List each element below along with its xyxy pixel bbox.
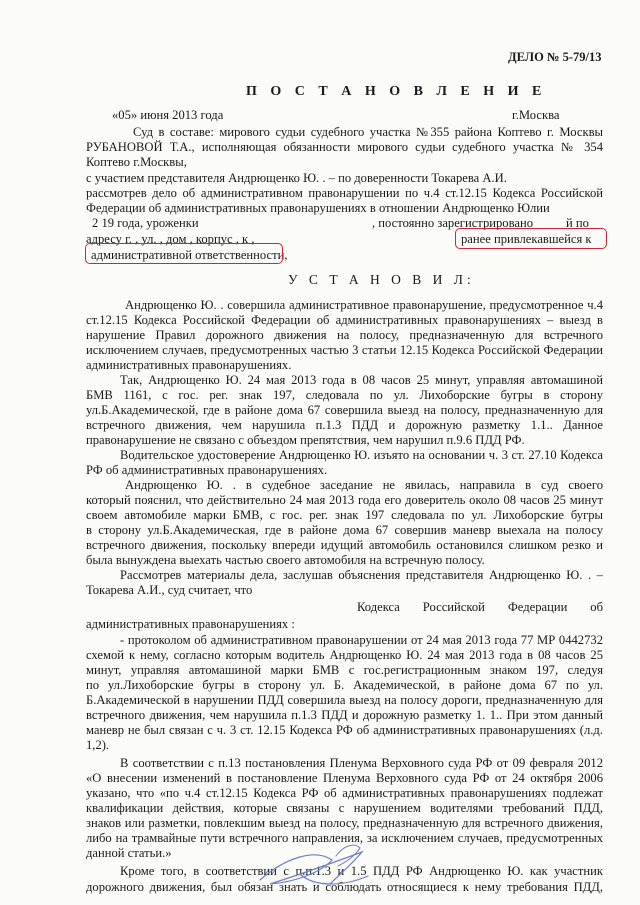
text-line: встречного движения, поскольку впереди идущий автомобиль остановился слишком резко и <box>86 538 603 552</box>
text-line: своем автомобиле марки БМВ, с гос. рег. знак 197 следовала по ул. Лихоборские бугры <box>86 508 603 522</box>
text-line: указано, что «по ч.4 ст.12.15 Кодекса РФ об административных правонарушениях подлежат <box>86 786 603 800</box>
text-line: Б.Академической в нарушении ПДД совершила выезд на полосу дороги, предназначенную для <box>86 693 603 707</box>
text-line: квалификации действия, которые связаны с нарушением водителями требований ПДД, <box>86 801 603 815</box>
text-line: В соответствии с п.13 постановления Пленума Верховного суда РФ от 09 февраля 2012 <box>120 756 603 770</box>
text-line: Водительское удостоверение Андрющенко Ю. изъято на основании ч. 3 ст. 27.10 Кодекса <box>120 448 603 462</box>
text-line: нарушение Правил дорожного движения на полосу, предназначенную для встречного <box>86 328 603 342</box>
text-line: маневр не был связан с ч. 3 ст. 12.15 Кодекса РФ об административных правонарушениях (л.д. <box>86 723 603 737</box>
text-line: «О внесении изменений в постановление Пленума Верховного суда РФ от 24 октября 2006 <box>86 771 603 785</box>
highlight-box-administrative-liability <box>85 243 283 264</box>
text-line: БМВ 1161, с гос. рег. знак 197, следовала по ул. Лихоборские бугры в сторону <box>86 388 603 402</box>
text-line: встречного движения, чем нарушила п.1.3 ПДД и дорожную разметку 1.1.. Данное <box>86 418 603 432</box>
text-line: Федерации об административных правонарушениях в отношении Андрющенко Юлии <box>86 201 550 215</box>
text-line: Рассмотрев материалы дела, заслушав объяснения представителя Андрющенко Ю. . – <box>120 568 603 582</box>
text-line: , постоянно зарегистрировано <box>372 216 533 230</box>
text-line: встречного движения, чем нарушила п.1.3 ПДД и дорожную разметку 1. 1.. При этом данный <box>86 708 603 722</box>
text-line: 2 19 года, уроженки <box>92 216 199 230</box>
document-title: П О С Т А Н О В Л Е Н И Е <box>246 84 547 99</box>
text-line: по ул.Лихоборские бугры в сторону ул. Б. Академической, в районе дома 67 по ул. <box>86 678 603 692</box>
text-line: Кроме того, в соответствии с п.п.1.3 и 1.5 ПДД РФ Андрющенко Ю. как участник <box>120 864 603 878</box>
text-line: с участием представителя Андрющенко Ю. . – по доверенности Токарева А.И. <box>86 171 507 185</box>
text-line: РФ об административных правонарушениях. <box>86 463 328 477</box>
text-line: рассмотрев дело об административном правонарушении по ч.4 ст.12.15 Кодекса Российской <box>86 186 603 200</box>
text-line: административных правонарушениях. <box>86 358 292 372</box>
text-line: РУБАНОВОЙ Т.А., исполняющая обязанности мирового судьи судебного участка № 354 <box>86 140 603 154</box>
text-line: административной ответственности, <box>91 248 288 262</box>
text-line: правонарушение не связано с объездом препятствия, чем нарушил п.9.6 ПДД РФ. <box>86 433 525 447</box>
text-line: дорожного движения, был обязан знать и соблюдать относящиеся к нему требования ПДД, <box>86 880 603 894</box>
highlight-box-previously-prosecuted <box>455 228 607 249</box>
text-line: исключением случаев, предусмотренных частью 3 статьи 12.15 Кодекса Российской Федерации <box>86 343 603 357</box>
text-line: Кодекса Российской Федерации об <box>357 600 603 614</box>
text-line: Коптево г.Москвы, <box>86 155 187 169</box>
text-line: данной статьи.» <box>86 846 172 860</box>
case-number: ДЕЛО № 5-79/13 <box>508 50 602 64</box>
text-line: ранее привлекавшейся к <box>461 232 592 246</box>
text-line: административных правонарушениях : <box>86 617 295 631</box>
text-line: ст.12.15 Кодекса Российской Федерации об административных правонарушениях – выезд в <box>86 313 603 327</box>
text-line: Так, Андрющенко Ю. 24 мая 2013 года в 08 часов 25 минут, управляя автомашиной <box>120 373 603 387</box>
document-city: г.Москва <box>512 108 560 122</box>
text-line: Андрющенко Ю. . совершила административное правонарушение, предусмотренное ч.4 <box>125 298 603 312</box>
text-line: знаков или разметки, повлекшим выезд на полосу, предназначенную для встречного движения, <box>86 816 603 830</box>
document-date: «05» июня 2013 года <box>112 108 224 122</box>
text-line: либо на трамвайные пути встречного направления, за исключением случаев, предусмотренных <box>86 831 603 845</box>
text-line: схемой к нему, согласно которым водитель Андрющенко Ю. 24 мая 2013 года в 08 часов 25 <box>86 648 603 662</box>
text-line: в сторону ул.Б.Академическая, где в районе дома 67 совершив маневр выехала на полосу <box>86 523 603 537</box>
text-line: была вынуждена выехать частью своего автомобиля на встречную полосу. <box>86 553 485 567</box>
text-line: Андрющенко Ю. . в судебное заседание не явилась, направила в суд своего <box>125 478 603 492</box>
text-line: адресу г. , ул. , дом , корпус , к , <box>86 232 255 246</box>
text-line: Токарева А.И., суд считает, что <box>86 583 253 597</box>
signature-icon <box>240 818 390 898</box>
text-line: 1,2). <box>86 738 110 752</box>
text-line: - протоколом об административном правонарушении от 24 мая 2013 года 77 МР 0442732 <box>120 633 603 647</box>
text-line: ул.Б.Академической, где в районе дома 67 совершила выезд на полосу, предназначенную для <box>86 403 603 417</box>
section-heading-ustanovil: У С Т А Н О В И Л: <box>288 272 475 287</box>
text-line: который пояснил, что действительно 24 мая 2013 года его доверитель около 08 часов 25 минут <box>86 493 603 507</box>
text-line: й по <box>566 216 589 230</box>
text-line: Суд в составе: мирового судьи судебного участка №355 района Коптево г. Москвы <box>133 125 603 139</box>
text-line: минут, управляя автомашиной марки БМВ с гос.регистрационным знаком 197, следуя <box>86 663 603 677</box>
